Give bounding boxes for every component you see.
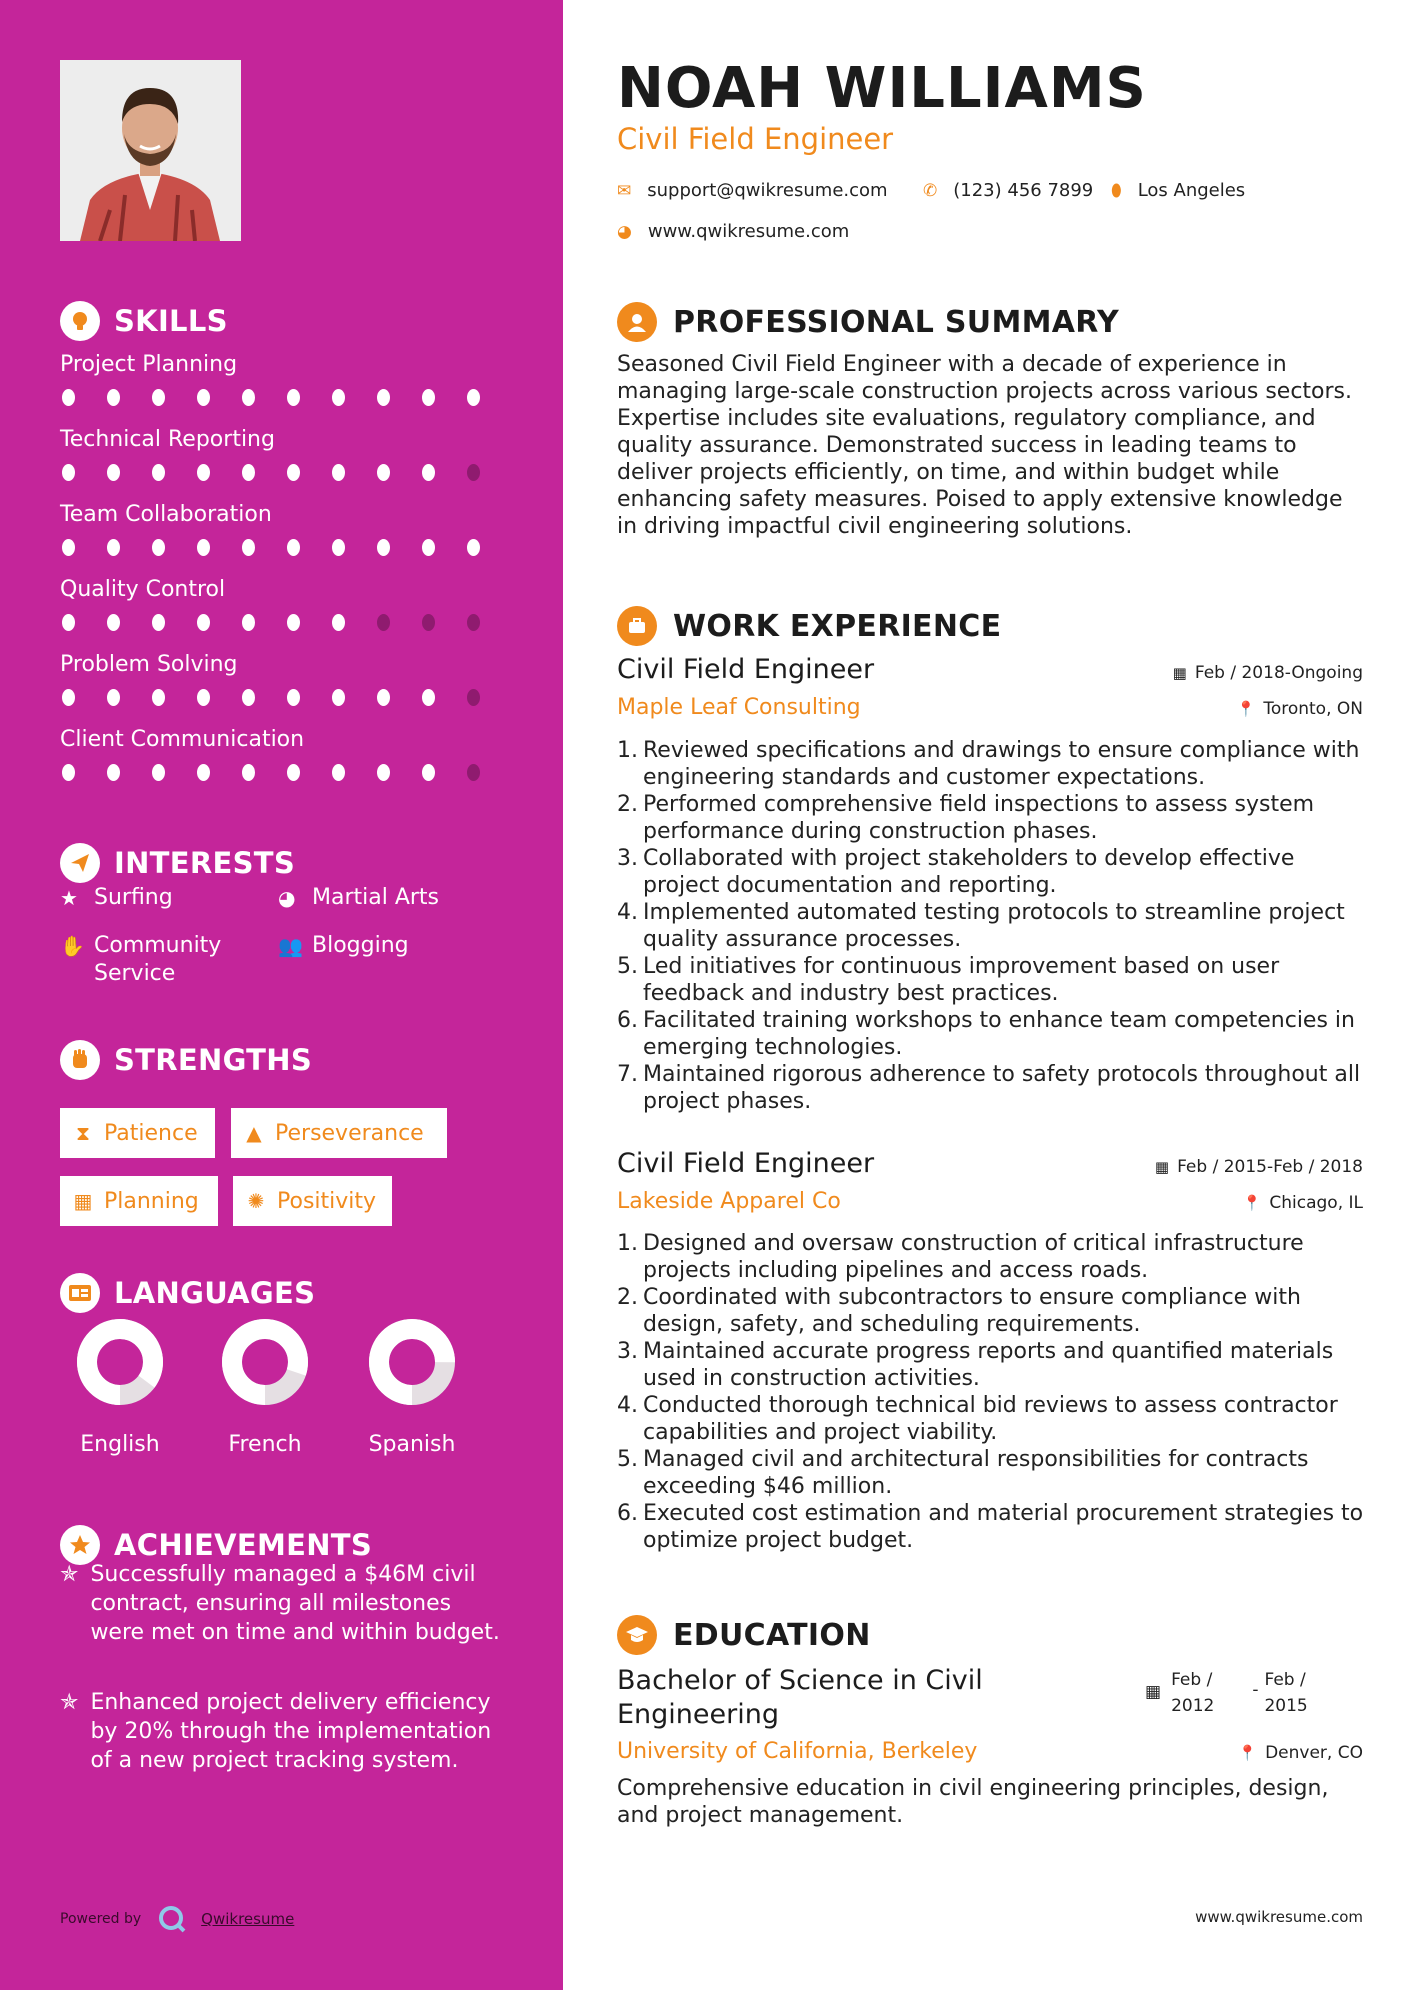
interest-label: Community Service bbox=[94, 933, 222, 986]
skill-rating bbox=[60, 614, 510, 631]
achievement-text: Enhanced project delivery efficiency by 20% through the implementation of a new project tracking system. bbox=[90, 1690, 492, 1773]
achievements-header bbox=[60, 1525, 372, 1565]
email-text: support@qwikresume.com bbox=[647, 180, 888, 201]
responsibility-item bbox=[617, 737, 1377, 791]
strength-label: Patience bbox=[104, 1120, 198, 1146]
experience-header bbox=[617, 606, 1001, 646]
lightbulb-icon bbox=[60, 301, 100, 341]
skill-name: Team Collaboration bbox=[60, 502, 272, 527]
language-icon bbox=[60, 1273, 100, 1313]
responsibility-text: Maintained rigorous adherence to safety protocols throughout all project phases. bbox=[643, 1062, 1361, 1114]
contact-location bbox=[1111, 180, 1245, 201]
job-responsibilities bbox=[617, 737, 1377, 1115]
pin-icon: 📍 bbox=[1236, 700, 1256, 718]
interest-item bbox=[278, 932, 409, 960]
interest-label: Blogging bbox=[312, 933, 409, 958]
skill-item bbox=[60, 502, 510, 556]
job-dates-text: Feb / 2018-Ongoing bbox=[1194, 663, 1363, 683]
graduation-cap-icon bbox=[617, 1615, 657, 1655]
education-description: Comprehensive education in civil engineering principles, design, and project management. bbox=[617, 1776, 1329, 1828]
skill-rating-dot bbox=[422, 389, 435, 406]
achievement-item bbox=[60, 1560, 500, 1647]
responsibility-text: Implemented automated testing protocols to streamline project quality assurance processes. bbox=[643, 900, 1345, 952]
responsibility-item bbox=[617, 1446, 1377, 1500]
language-item bbox=[195, 1318, 335, 1457]
job-location bbox=[1237, 699, 1363, 719]
job-dates bbox=[1173, 663, 1363, 683]
list-number: 5. bbox=[617, 954, 638, 979]
skill-rating-dot bbox=[107, 764, 120, 781]
strengths-title: STRENGTHS bbox=[114, 1043, 313, 1077]
skill-rating-dot bbox=[287, 764, 300, 781]
skill-rating-dot bbox=[62, 689, 75, 706]
qwikresume-link[interactable]: Qwikresume bbox=[201, 1910, 295, 1928]
qwikresume-logo-icon bbox=[157, 1904, 187, 1934]
list-number: 1. bbox=[617, 738, 638, 763]
skill-rating-dot bbox=[62, 764, 75, 781]
skill-rating-dot bbox=[242, 464, 255, 481]
skill-rating-dot bbox=[332, 389, 345, 406]
responsibility-text: Designed and oversaw construction of critical infrastructure projects including pipelines and access roads. bbox=[643, 1231, 1304, 1283]
user-icon bbox=[617, 302, 657, 342]
skill-rating-dot bbox=[242, 764, 255, 781]
language-level-ring bbox=[76, 1318, 164, 1406]
skill-rating-dot bbox=[467, 764, 480, 781]
education-degree: Bachelor of Science in Civil Engineering bbox=[617, 1665, 983, 1730]
website-text: www.qwikresume.com bbox=[647, 221, 850, 242]
skill-rating-dot bbox=[242, 614, 255, 631]
briefcase-icon bbox=[617, 606, 657, 646]
languages-title: LANGUAGES bbox=[114, 1276, 316, 1310]
summary-title: PROFESSIONAL SUMMARY bbox=[673, 304, 1120, 340]
education-dates bbox=[1145, 1667, 1308, 1719]
shooting-star-icon: ✯ bbox=[60, 1690, 79, 1715]
skill-rating-dot bbox=[287, 389, 300, 406]
profile-photo bbox=[60, 60, 241, 241]
strength-label: Planning bbox=[104, 1188, 199, 1214]
skill-rating-dot bbox=[62, 539, 75, 556]
responsibility-item bbox=[617, 1500, 1377, 1554]
skill-rating-dot bbox=[107, 689, 120, 706]
skill-rating-dot bbox=[62, 464, 75, 481]
responsibility-text: Led initiatives for continuous improvement based on user feedback and industry best practices. bbox=[643, 954, 1280, 1006]
skill-item bbox=[60, 727, 510, 781]
responsibility-item bbox=[617, 845, 1377, 899]
skill-rating-dot bbox=[62, 614, 75, 631]
skill-name: Problem Solving bbox=[60, 652, 238, 677]
job-dates-text: Feb / 2015-Feb / 2018 bbox=[1177, 1157, 1363, 1177]
job-responsibilities bbox=[617, 1230, 1377, 1554]
pin-icon: 📍 bbox=[1242, 1194, 1262, 1212]
responsibility-item bbox=[617, 1392, 1377, 1446]
skill-rating-dot bbox=[332, 689, 345, 706]
summary-header bbox=[617, 302, 1119, 342]
skill-rating-dot bbox=[152, 539, 165, 556]
list-number: 4. bbox=[617, 900, 638, 925]
list-number: 3. bbox=[617, 846, 638, 871]
skill-rating bbox=[60, 689, 510, 706]
powered-by-label: Powered by bbox=[60, 1911, 142, 1927]
responsibility-item bbox=[617, 1230, 1377, 1284]
sidebar bbox=[0, 0, 563, 1990]
list-number: 2. bbox=[617, 792, 638, 817]
hourglass-icon: ⧗ bbox=[75, 1121, 91, 1145]
education-date-separator: - bbox=[1252, 1680, 1259, 1700]
skill-rating-dot bbox=[287, 689, 300, 706]
responsibility-text: Facilitated training workshops to enhance team competencies in emerging technologies. bbox=[643, 1008, 1355, 1060]
skill-rating-dot bbox=[197, 764, 210, 781]
skill-rating bbox=[60, 389, 510, 406]
calendar-icon: ▦ bbox=[1145, 1682, 1162, 1702]
calendar-icon: ▦ bbox=[1172, 664, 1187, 682]
contact-website[interactable] bbox=[617, 221, 849, 242]
skill-rating-dot bbox=[377, 689, 390, 706]
sun-icon: ✺ bbox=[247, 1189, 265, 1213]
skill-rating-dot bbox=[107, 539, 120, 556]
education-date-end: Feb / 2015 bbox=[1264, 1670, 1308, 1716]
skill-rating-dot bbox=[197, 689, 210, 706]
calendar-icon: ▦ bbox=[73, 1189, 93, 1213]
language-name: Spanish bbox=[368, 1432, 456, 1457]
responsibility-text: Managed civil and architectural responsibilities for contracts exceeding $46 million. bbox=[643, 1447, 1309, 1499]
skill-name: Technical Reporting bbox=[60, 427, 275, 452]
contact-email[interactable] bbox=[617, 180, 888, 201]
language-name: French bbox=[228, 1432, 302, 1457]
strength-label: Positivity bbox=[277, 1188, 377, 1214]
list-number: 6. bbox=[617, 1008, 638, 1033]
calendar-icon: ▦ bbox=[1154, 1158, 1170, 1176]
language-level-ring bbox=[368, 1318, 456, 1406]
language-name: English bbox=[80, 1432, 160, 1457]
responsibility-item bbox=[617, 791, 1377, 845]
skill-rating-dot bbox=[287, 464, 300, 481]
skill-item bbox=[60, 352, 510, 406]
strength-label: Perseverance bbox=[275, 1120, 424, 1146]
summary-text: Seasoned Civil Field Engineer with a decade of experience in managing large-scale construction projects across various sectors. Expertise includes site evaluations, regulatory compliance, and quality assurance. Demonstrated success in leading teams to deliver projects efficiently, on time, and within budget while enhancing safety measures. Poised to apply extensive knowledge in driving impactful civil engineering solutions. bbox=[617, 352, 1353, 539]
skill-rating-dot bbox=[242, 689, 255, 706]
paper-plane-icon bbox=[60, 843, 100, 883]
interest-item bbox=[60, 932, 221, 988]
responsibility-text: Maintained accurate progress reports and quantified materials used in construction activities. bbox=[643, 1339, 1334, 1391]
responsibility-item bbox=[617, 1284, 1377, 1338]
responsibility-text: Performed comprehensive field inspections to assess system performance during construction phases. bbox=[643, 792, 1315, 844]
interests-title: INTERESTS bbox=[114, 846, 296, 880]
skill-item bbox=[60, 652, 510, 706]
job-company: Maple Leaf Consulting bbox=[617, 695, 861, 720]
footer-url[interactable]: www.qwikresume.com bbox=[1195, 1908, 1363, 1926]
globe-icon: ◕ bbox=[278, 886, 296, 910]
strengths-header bbox=[60, 1040, 312, 1080]
skill-rating-dot bbox=[197, 389, 210, 406]
skill-rating-dot bbox=[287, 539, 300, 556]
phone-icon: ✆ bbox=[923, 180, 938, 201]
strength-badge bbox=[60, 1176, 218, 1226]
skill-rating-dot bbox=[377, 389, 390, 406]
skill-rating-dot bbox=[332, 539, 345, 556]
skill-rating-dot bbox=[152, 389, 165, 406]
road-icon: ▲ bbox=[246, 1121, 262, 1145]
phone-text: (123) 456 7899 bbox=[953, 180, 1094, 201]
responsibility-item bbox=[617, 1338, 1377, 1392]
list-number: 4. bbox=[617, 1393, 638, 1418]
job-dates bbox=[1155, 1157, 1363, 1177]
strength-badge bbox=[233, 1176, 392, 1226]
responsibility-text: Executed cost estimation and material procurement strategies to optimize project budget. bbox=[643, 1501, 1364, 1553]
skill-name: Project Planning bbox=[60, 352, 238, 377]
responsibility-item bbox=[617, 1061, 1377, 1115]
globe-icon: ◕ bbox=[617, 221, 632, 242]
skill-rating-dot bbox=[377, 464, 390, 481]
responsibility-text: Conducted thorough technical bid reviews to assess contractor capabilities and project viability. bbox=[643, 1393, 1338, 1445]
skill-rating-dot bbox=[287, 614, 300, 631]
skill-rating-dot bbox=[422, 689, 435, 706]
education-header bbox=[617, 1615, 871, 1655]
responsibility-item bbox=[617, 953, 1377, 1007]
achievement-text: Successfully managed a $46M civil contract, ensuring all milestones were met on time and within budget. bbox=[90, 1562, 500, 1645]
skill-rating-dot bbox=[377, 614, 390, 631]
skill-rating-dot bbox=[377, 539, 390, 556]
strength-badge bbox=[60, 1108, 215, 1158]
achievements-title: ACHIEVEMENTS bbox=[114, 1528, 373, 1562]
candidate-role: Civil Field Engineer bbox=[617, 122, 894, 156]
skill-rating-dot bbox=[467, 539, 480, 556]
fist-icon bbox=[60, 1040, 100, 1080]
skill-rating-dot bbox=[467, 464, 480, 481]
responsibility-text: Reviewed specifications and drawings to ensure compliance with engineering standards and customer expectations. bbox=[643, 738, 1360, 790]
skill-rating-dot bbox=[422, 764, 435, 781]
education-date-start: Feb / 2012 bbox=[1171, 1670, 1215, 1716]
skill-rating-dot bbox=[152, 689, 165, 706]
skill-rating-dot bbox=[107, 389, 120, 406]
skills-title: SKILLS bbox=[114, 304, 228, 338]
education-title: EDUCATION bbox=[673, 1617, 871, 1653]
skill-rating-dot bbox=[422, 614, 435, 631]
contact-phone[interactable] bbox=[923, 180, 1093, 201]
language-item bbox=[342, 1318, 482, 1457]
list-number: 5. bbox=[617, 1447, 638, 1472]
skill-rating-dot bbox=[467, 689, 480, 706]
responsibility-item bbox=[617, 899, 1377, 953]
skill-name: Quality Control bbox=[60, 577, 226, 602]
skill-rating-dot bbox=[332, 614, 345, 631]
job-location-text: Chicago, IL bbox=[1269, 1193, 1363, 1213]
strength-badge bbox=[231, 1108, 447, 1158]
map-marker-icon: ⬮ bbox=[1111, 180, 1122, 201]
skill-rating-dot bbox=[62, 389, 75, 406]
skill-rating-dot bbox=[107, 464, 120, 481]
skill-rating-dot bbox=[197, 539, 210, 556]
responsibility-text: Collaborated with project stakeholders to develop effective project documentation and reporting. bbox=[643, 846, 1295, 898]
skill-rating-dot bbox=[152, 614, 165, 631]
skill-rating-dot bbox=[377, 764, 390, 781]
list-number: 1. bbox=[617, 1231, 638, 1256]
list-number: 2. bbox=[617, 1285, 638, 1310]
skill-rating-dot bbox=[197, 614, 210, 631]
education-location bbox=[1238, 1743, 1363, 1763]
interest-label: Martial Arts bbox=[312, 885, 440, 910]
skill-rating-dot bbox=[242, 539, 255, 556]
skill-item bbox=[60, 427, 510, 481]
main-content bbox=[563, 0, 1407, 1990]
responsibility-text: Coordinated with subcontractors to ensure compliance with design, safety, and scheduling requirements. bbox=[643, 1285, 1301, 1337]
language-item bbox=[50, 1318, 190, 1457]
skill-rating-dot bbox=[197, 464, 210, 481]
skill-rating bbox=[60, 464, 510, 481]
skill-name: Client Communication bbox=[60, 727, 305, 752]
education-location-text: Denver, CO bbox=[1265, 1743, 1363, 1763]
skills-header bbox=[60, 301, 228, 341]
skill-item bbox=[60, 577, 510, 631]
hand-icon: ✋ bbox=[60, 934, 85, 958]
skill-rating-dot bbox=[422, 539, 435, 556]
interest-item bbox=[60, 884, 173, 912]
achievement-item bbox=[60, 1688, 500, 1775]
interest-item bbox=[278, 884, 439, 912]
location-text: Los Angeles bbox=[1137, 180, 1246, 201]
list-number: 3. bbox=[617, 1339, 638, 1364]
skill-rating bbox=[60, 764, 510, 781]
candidate-name: NOAH WILLIAMS bbox=[617, 56, 1147, 121]
skill-rating bbox=[60, 539, 510, 556]
powered-by bbox=[60, 1904, 294, 1934]
users-icon: 👥 bbox=[278, 934, 303, 958]
job-location-text: Toronto, ON bbox=[1263, 699, 1363, 719]
job-company: Lakeside Apparel Co bbox=[617, 1189, 841, 1214]
interests-header bbox=[60, 843, 295, 883]
skill-rating-dot bbox=[152, 464, 165, 481]
star-badge-icon bbox=[60, 1525, 100, 1565]
skill-rating-dot bbox=[332, 764, 345, 781]
education-school: University of California, Berkeley bbox=[617, 1739, 978, 1764]
job-title: Civil Field Engineer bbox=[617, 1148, 875, 1179]
job-title: Civil Field Engineer bbox=[617, 654, 875, 685]
skill-rating-dot bbox=[152, 764, 165, 781]
responsibility-item bbox=[617, 1007, 1377, 1061]
skill-rating-dot bbox=[107, 614, 120, 631]
list-number: 7. bbox=[617, 1062, 638, 1087]
skill-rating-dot bbox=[242, 389, 255, 406]
skill-rating-dot bbox=[467, 614, 480, 631]
skill-rating-dot bbox=[422, 464, 435, 481]
languages-header bbox=[60, 1273, 315, 1313]
experience-title: WORK EXPERIENCE bbox=[673, 608, 1002, 644]
list-number: 6. bbox=[617, 1501, 638, 1526]
envelope-icon: ✉ bbox=[617, 180, 632, 201]
star-icon: ★ bbox=[60, 886, 78, 910]
interest-label: Surfing bbox=[94, 885, 173, 910]
skill-rating-dot bbox=[332, 464, 345, 481]
shooting-star-icon: ✯ bbox=[60, 1562, 79, 1587]
language-level-ring bbox=[221, 1318, 309, 1406]
job-location bbox=[1243, 1193, 1363, 1213]
skill-rating-dot bbox=[467, 389, 480, 406]
pin-icon: 📍 bbox=[1238, 1744, 1258, 1762]
